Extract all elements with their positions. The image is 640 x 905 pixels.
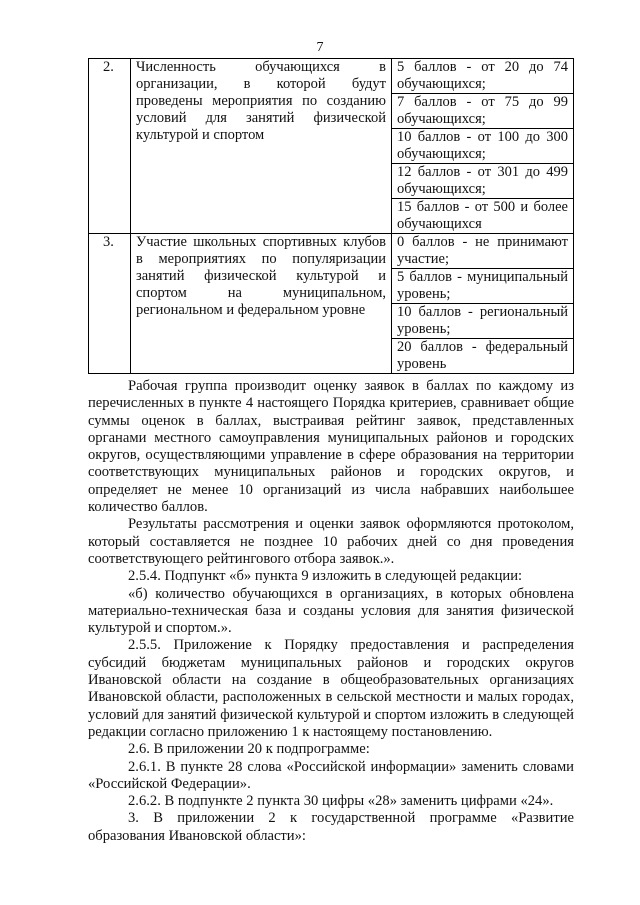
table-row: [89, 234, 574, 374]
paragraph: 2.5.4. Подпункт «б» пункта 9 изложить в следующей редакции:: [128, 568, 523, 585]
paragraph: Рабочая группа производит оценку заявок в баллах по каждому из перечисленных в пункте 4 настоящего Порядка критериев, сравнивает общие суммы оценок в баллах, выстраивая рейтинг заявок, представленных органами местного самоуправления муниципальных районов и городских округов, осуществляющими управление в сфере образования на территории соответствующих муниципальных районов и городских округов, и определяет не менее 10 организаций из числа набравших наибольшее количество баллов.: [88, 378, 574, 516]
points-line: 7 баллов - от 75 до 99 обучающихся;: [392, 94, 573, 129]
paragraph: 2.6. В приложении 20 к подпрограмме:: [128, 741, 370, 758]
table-row: [89, 59, 574, 234]
paragraph: 2.6.2. В подпункте 2 пункта 30 цифры «28» заменить цифрами «24».: [128, 793, 554, 810]
points-line: 15 баллов - от 500 и более обучающихся: [397, 199, 568, 232]
points-line: 0 баллов - не принимают участие;: [392, 234, 573, 269]
points-line: 10 баллов - региональный уровень;: [392, 304, 573, 339]
points-line: 10 баллов - от 100 до 300 обучающихся;: [392, 129, 573, 164]
points-line: 5 баллов - от 20 до 74 обучающихся;: [392, 59, 573, 94]
criteria-table: [88, 58, 574, 374]
points-cell: [392, 234, 574, 374]
paragraph: 2.6.1. В пункте 28 слова «Российской информации» заменить словами «Российской Федерации».: [88, 758, 574, 792]
paragraph: «б) количество обучающихся в организациях, в которых обновлена материально-техническая база и созданы условия для занятия физической культурой и спортом.».: [88, 585, 574, 637]
points-line: 20 баллов - федеральный уровень: [397, 339, 568, 372]
points-cell: [392, 59, 574, 234]
row-number: 3.: [89, 234, 131, 374]
points-line: 12 баллов - от 301 до 499 обучающихся;: [392, 164, 573, 199]
paragraph: Результаты рассмотрения и оценки заявок оформляются протоколом, который составляется не позднее 10 рабочих дней со дня проведения соответствующего рейтингового отбора заявок.».: [88, 516, 574, 567]
points-line: 5 баллов - муниципальный уровень;: [392, 269, 573, 304]
criterion-cell: Участие школьных спортивных клубов в мероприятиях по популяризации занятий физической культурой и спортом на муниципальном, региональном и федеральном уровне: [131, 234, 392, 374]
paragraph: 2.5.5. Приложение к Порядку предоставления и распределения субсидий бюджетам муниципальных районов и городских округов Ивановской области на создание в общеобразовательных организациях Ивановской области, расположенных в сельской местности и малых городах, условий для занятий физической культурой и спортом изложить в следующей редакции согласно приложению 1 к настоящему постановлению.: [88, 637, 574, 740]
criterion-cell: Численность обучающихся в организации, в которой будут проведены мероприятия по созданию условий для занятий физической культурой и спортом: [131, 59, 392, 234]
page-number: 7: [316, 40, 324, 55]
row-number: 2.: [89, 59, 131, 234]
paragraph: 3. В приложении 2 к государственной программе «Развитие образования Ивановской области»:: [88, 810, 574, 844]
body-text: [88, 378, 574, 845]
